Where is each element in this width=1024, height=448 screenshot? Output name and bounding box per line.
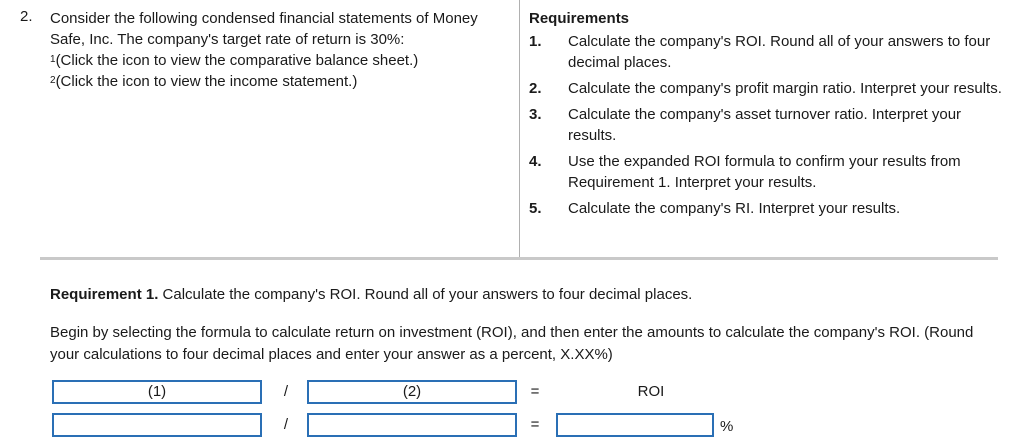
requirement-number: 5. (529, 200, 542, 217)
vertical-divider[interactable] (519, 0, 520, 258)
income-statement-link[interactable] (50, 71, 500, 92)
equals-sign: = (530, 416, 540, 433)
requirement-text: Calculate the company's RI. Interpret your results. (568, 200, 901, 217)
denominator-amount-input[interactable] (307, 413, 517, 437)
requirement-number: 3. (529, 106, 542, 123)
roi-label: ROI (637, 383, 665, 400)
requirement-number: 2. (529, 80, 542, 97)
numerator-amount-input[interactable] (52, 413, 262, 437)
divide-sign: / (283, 383, 289, 400)
roi-result-input[interactable] (556, 413, 714, 437)
income-statement-link-text[interactable]: (Click the icon to view the income statement.) (55, 73, 358, 90)
question-text (50, 8, 500, 92)
requirement-text: Calculate the company's asset turnover ratio. Interpret your results. (568, 106, 962, 144)
requirement-1-label: Requirement 1. (50, 286, 159, 303)
balance-sheet-link-text[interactable]: (Click the icon to view the comparative balance sheet.) (55, 52, 419, 69)
divide-sign: / (283, 416, 289, 433)
formula-denominator-dropdown[interactable]: (2) (307, 380, 517, 404)
requirements-panel (529, 8, 1009, 224)
formula-numerator-dropdown[interactable]: (1) (52, 380, 262, 404)
percent-sign: % (720, 418, 734, 435)
requirement-text: Calculate the company's ROI. Round all of your answers to four decimal places. (568, 33, 991, 71)
requirements-list (529, 31, 1009, 219)
requirement-number: 4. (529, 153, 542, 170)
requirement-item (529, 31, 1009, 73)
requirement-item (529, 198, 1009, 219)
footnote-2: 2 (50, 75, 56, 86)
question-number: 2. (20, 8, 33, 25)
footnote-1: 1 (50, 54, 56, 65)
requirement-1-text: Calculate the company's ROI. Round all of your answers to four decimal places. (162, 286, 693, 303)
equals-sign: = (530, 383, 540, 400)
question-prompt: Consider the following condensed financial statements of Money Safe, Inc. The company's target rate of return is 30%: (50, 10, 478, 48)
requirement-number: 1. (529, 33, 542, 50)
requirement-1-heading (50, 284, 990, 305)
requirement-item (529, 151, 1009, 193)
balance-sheet-link[interactable] (50, 50, 500, 71)
requirements-title: Requirements (529, 10, 630, 27)
instructions: Begin by selecting the formula to calculate return on investment (ROI), and then enter the amounts to calculate the company's ROI. (Round your calculations to four decimal places and enter your answer as a percent, X.XX%) (50, 324, 974, 363)
requirement-text: Calculate the company's profit margin ratio. Interpret your results. (568, 80, 1002, 97)
requirement-text: Use the expanded ROI formula to confirm your results from Requirement 1. Interpret your results. (568, 153, 961, 191)
horizontal-divider[interactable] (40, 257, 998, 260)
requirement-item (529, 104, 1009, 146)
requirement-item (529, 78, 1009, 99)
